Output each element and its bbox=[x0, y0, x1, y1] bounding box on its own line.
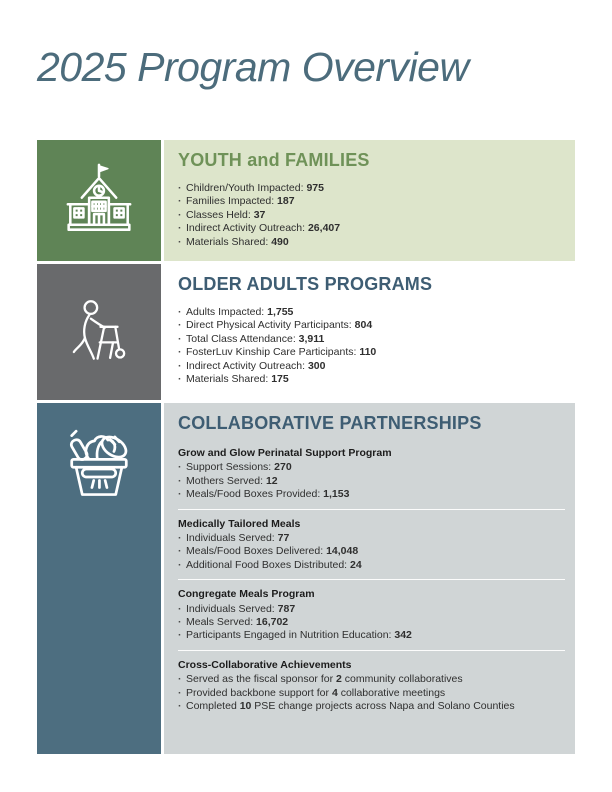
stat-groups bbox=[178, 182, 565, 249]
stat-item: · Indirect Activity Outreach: 300 bbox=[178, 359, 326, 372]
stat-item: · Individuals Served: 77 bbox=[178, 532, 290, 545]
bullet-dot: · bbox=[178, 182, 182, 194]
program-group-title: Cross-Collaborative Achievements bbox=[178, 658, 352, 671]
stat-item: · Meals/Food Boxes Delivered: 14,048 bbox=[178, 545, 359, 558]
stat-item: · Additional Food Boxes Distributed: 24 bbox=[178, 558, 362, 571]
stat-item: · Adults Impacted: 1,755 bbox=[178, 306, 294, 318]
stat-item: · Children/Youth Impacted: 975 bbox=[178, 182, 324, 194]
section-content-older-adults bbox=[164, 264, 575, 400]
bullet-dot: · bbox=[178, 319, 182, 332]
stat-item: · Participants Engaged in Nutrition Education: 342 bbox=[178, 629, 412, 642]
program-group-title: Congregate Meals Program bbox=[178, 588, 315, 601]
bullet-dot: · bbox=[178, 306, 182, 318]
stat-item: · Materials Shared: 175 bbox=[178, 373, 289, 386]
stat-item: · Total Class Attendance: 3,911 bbox=[178, 332, 325, 345]
program-group-title: Grow and Glow Perinatal Support Program bbox=[178, 447, 392, 459]
stat-item: · Meals/Food Boxes Provided: 1,153 bbox=[178, 488, 350, 501]
stat-item: · Provided backbone support for 4 collaborative meetings bbox=[178, 686, 446, 699]
bullet-dot: · bbox=[178, 373, 182, 386]
stat-groups bbox=[178, 447, 565, 714]
bullet-dot: · bbox=[178, 545, 182, 558]
section-content-collaborative bbox=[164, 403, 575, 754]
icon-panel-collaborative bbox=[37, 403, 161, 754]
stat-item: · Individuals Served: 787 bbox=[178, 602, 296, 615]
stat-item: · FosterLuv Kinship Care Participants: 110 bbox=[178, 346, 377, 359]
bullet-dot: · bbox=[178, 558, 182, 571]
school-icon bbox=[58, 158, 140, 244]
bullet-dot: · bbox=[178, 346, 182, 359]
stat-item: · Completed 10 PSE change projects across Napa and Solano Counties bbox=[178, 700, 515, 713]
section-collaborative-partnerships bbox=[37, 403, 575, 754]
section-youth-and-families bbox=[37, 140, 575, 261]
stat-list bbox=[178, 182, 565, 249]
stat-item: · Indirect Activity Outreach: 26,407 bbox=[178, 222, 341, 235]
program-group bbox=[178, 447, 565, 502]
bullet-dot: · bbox=[178, 686, 182, 699]
bullet-dot: · bbox=[178, 602, 182, 615]
icon-panel-youth bbox=[37, 140, 161, 261]
bullet-dot: · bbox=[178, 474, 182, 487]
elderly-walker-icon bbox=[62, 293, 136, 371]
stat-item: · Meals Served: 16,702 bbox=[178, 616, 289, 629]
stat-item: · Mothers Served: 12 bbox=[178, 474, 278, 487]
program-group-title: Medically Tailored Meals bbox=[178, 517, 301, 530]
stat-item: · Support Sessions: 270 bbox=[178, 461, 292, 474]
stat-groups bbox=[178, 306, 565, 386]
program-group bbox=[178, 588, 565, 643]
bullet-dot: · bbox=[178, 461, 182, 474]
icon-panel-older-adults bbox=[37, 264, 161, 400]
bullet-dot: · bbox=[178, 532, 182, 545]
section-heading: YOUTH and FAMILIES bbox=[178, 150, 370, 170]
program-group bbox=[178, 182, 565, 249]
bullet-dot: · bbox=[178, 700, 182, 713]
section-content-youth bbox=[164, 140, 575, 261]
section-older-adults-programs bbox=[37, 264, 575, 400]
bullet-dot: · bbox=[178, 673, 182, 686]
subsection-divider bbox=[178, 579, 565, 580]
stat-item: · Direct Physical Activity Participants: 804 bbox=[178, 319, 373, 332]
stat-item: · Classes Held: 37 bbox=[178, 208, 266, 221]
stat-list bbox=[178, 603, 565, 643]
bullet-dot: · bbox=[178, 195, 182, 208]
subsection-divider bbox=[178, 650, 565, 651]
program-group bbox=[178, 518, 565, 573]
program-group bbox=[178, 659, 565, 714]
bullet-dot: · bbox=[178, 235, 182, 248]
stat-item: · Families Impacted: 187 bbox=[178, 195, 295, 208]
bullet-dot: · bbox=[178, 208, 182, 221]
stat-list bbox=[178, 461, 565, 501]
bullet-dot: · bbox=[178, 488, 182, 501]
subsection-divider bbox=[178, 509, 565, 510]
stat-list bbox=[178, 532, 565, 572]
stat-item: · Served as the fiscal sponsor for 2 community collaboratives bbox=[178, 673, 463, 686]
program-group bbox=[178, 306, 565, 386]
bullet-dot: · bbox=[178, 359, 182, 372]
food-basket-icon bbox=[55, 416, 143, 508]
program-sections bbox=[37, 140, 575, 757]
bullet-dot: · bbox=[178, 222, 182, 235]
stat-list bbox=[178, 673, 565, 713]
section-heading: OLDER ADULTS PROGRAMS bbox=[178, 274, 433, 294]
stat-list bbox=[178, 306, 565, 386]
bullet-dot: · bbox=[178, 332, 182, 345]
section-heading: COLLABORATIVE PARTNERSHIPS bbox=[178, 413, 482, 433]
stat-item: · Materials Shared: 490 bbox=[178, 235, 289, 248]
bullet-dot: · bbox=[178, 629, 182, 642]
page-title: 2025 Program Overview bbox=[37, 44, 469, 90]
bullet-dot: · bbox=[178, 616, 182, 629]
